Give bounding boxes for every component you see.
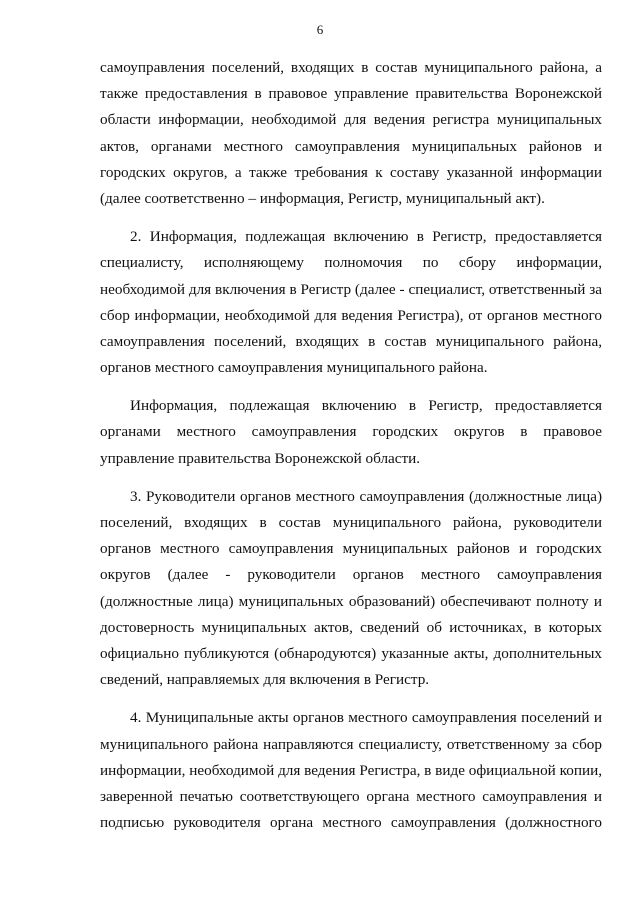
document-body bbox=[100, 55, 602, 836]
text-line: поселений, входящих в состав муниципального района, руководители bbox=[100, 514, 602, 531]
paragraph-information-city-districts bbox=[100, 393, 602, 472]
text-line: подписью руководителя органа местного самоуправления (должностного bbox=[100, 814, 602, 832]
text-line: также предоставления в правовое управление правительства Воронежской bbox=[100, 85, 602, 103]
paragraph-item-3 bbox=[100, 484, 602, 694]
paragraph-continuation bbox=[100, 55, 602, 212]
text-line: органами местного самоуправления городских округов в правовое bbox=[100, 423, 602, 441]
text-line: управление правительства Воронежской области. bbox=[100, 449, 421, 467]
text-line: актов, органами местного самоуправления муниципальных районов и bbox=[100, 137, 602, 155]
text-line: Информация, подлежащая включению в Регистр, предоставляется bbox=[130, 397, 602, 415]
paragraph-item-4 bbox=[100, 705, 602, 836]
text-line: самоуправления поселений, входящих в состав муниципального района, а bbox=[100, 59, 602, 76]
text-line: органов местного самоуправления муниципальных районов и городских bbox=[100, 540, 602, 558]
text-line: органов местного самоуправления муниципального района. bbox=[100, 359, 488, 377]
text-line: 2. Информация, подлежащая включению в Регистр, предоставляется bbox=[130, 228, 602, 246]
text-line: 3. Руководители органов местного самоуправления (должностные лица) bbox=[130, 487, 602, 505]
text-line: сбор информации, необходимой для ведения Регистра), от органов местного bbox=[100, 306, 602, 324]
text-line: официально публикуются (обнародуются) указанные акты, дополнительных bbox=[100, 644, 602, 662]
text-line: (должностные лица) муниципальных образований) обеспечивают полноту и bbox=[100, 592, 602, 610]
page-number: 6 bbox=[316, 22, 324, 37]
text-line: самоуправления поселений, входящих в состав муниципального района, bbox=[100, 332, 602, 350]
text-line: специалисту, исполняющему полномочия по сбору информации, bbox=[100, 254, 602, 272]
text-line: округов (далее - руководители органов местного самоуправления bbox=[100, 566, 602, 584]
text-line: достоверность муниципальных актов, сведений об источниках, в которых bbox=[100, 618, 602, 636]
text-line: необходимой для включения в Регистр (далее - специалист, ответственный за bbox=[100, 280, 602, 298]
paragraph-item-2 bbox=[100, 224, 602, 381]
text-line: 4. Муниципальные акты органов местного самоуправления поселений и bbox=[130, 709, 602, 727]
text-line: городских округов, а также требования к составу указанной информации bbox=[100, 163, 602, 181]
text-line: информации, необходимой для ведения Регистра, в виде официальной копии, bbox=[100, 761, 602, 779]
text-line: области информации, необходимой для ведения регистра муниципальных bbox=[100, 111, 602, 129]
text-line: сведений, направляемых для включения в Регистр. bbox=[100, 671, 430, 689]
text-line: (далее соответственно – информация, Регистр, муниципальный акт). bbox=[100, 189, 545, 207]
text-line: заверенной печатью соответствующего органа местного самоуправления и bbox=[100, 787, 602, 805]
text-line: муниципального района направляются специалисту, ответственному за сбор bbox=[100, 735, 602, 753]
